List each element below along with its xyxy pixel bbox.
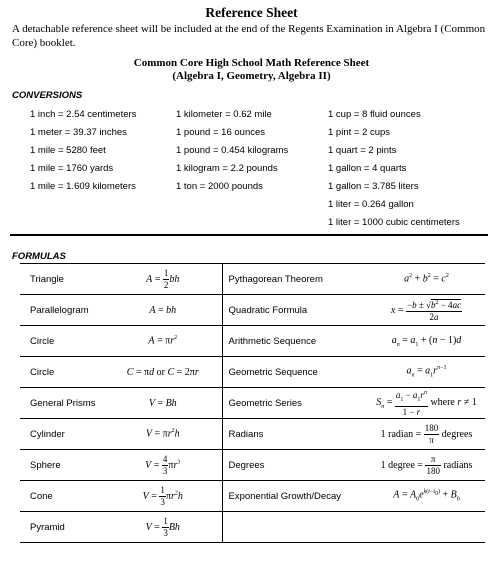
table-row xyxy=(20,512,485,543)
table-row xyxy=(20,357,485,388)
conversions-heading: CONVERSIONS xyxy=(12,90,83,101)
section-divider xyxy=(10,234,488,236)
geometric-series-condition: where xyxy=(430,397,455,409)
geometric-series-formula: $S_n$ = $\frac{a_1 - a_1r^n}{1 - r}$ where r ≠ 1 xyxy=(368,388,485,419)
general-prisms-formula: V = Bh xyxy=(104,388,222,419)
cone-formula: V = $\frac{1}{3}$ $\pi r^2h$ xyxy=(104,481,222,512)
table-row xyxy=(20,295,485,326)
sheet-title xyxy=(0,57,503,83)
sphere-formula: V = $\frac{4}{3}$ $\pi r^3$ xyxy=(104,450,222,481)
radians-label: 1 radian = xyxy=(380,428,422,440)
table-row xyxy=(20,326,485,357)
formula-name: Parallelogram xyxy=(20,295,104,326)
table-row xyxy=(20,450,485,481)
degrees-label: 1 degree = xyxy=(380,459,423,471)
formula-name: Cone xyxy=(20,481,104,512)
conversion-item: 1 kilometer = 0.62 mile xyxy=(176,109,272,120)
conversion-item: 1 ton = 2000 pounds xyxy=(176,181,263,192)
circle-area-formula: $A = \pi r^2$ xyxy=(104,326,222,357)
conversion-item: 1 gallon = 3.785 liters xyxy=(328,181,419,192)
conversion-item: 1 quart = 2 pints xyxy=(328,145,397,156)
formula-name: Degrees xyxy=(222,450,368,481)
conversion-item: 1 meter = 39.37 inches xyxy=(30,127,127,138)
formula-name: Sphere xyxy=(20,450,104,481)
conversion-item: 1 pound = 0.454 kilograms xyxy=(176,145,289,156)
quadratic-formula: x = $\frac{-b \pm √b^2 - 4ac}{2a}$ xyxy=(368,295,485,326)
formula-name: Exponential Growth/Decay xyxy=(222,481,368,512)
intro-text: A detachable reference sheet will be included at the end of the Regents Examination in Algebra I (Common Core) booklet. xyxy=(12,23,486,49)
conversion-item: 1 mile = 5280 feet xyxy=(30,145,106,156)
parallelogram-formula: A = bh xyxy=(104,295,222,326)
conversion-item: 1 inch = 2.54 centimeters xyxy=(30,109,137,120)
conversions-column-volume xyxy=(328,106,460,232)
formula-name: Quadratic Formula xyxy=(222,295,368,326)
conversion-item: 1 mile = 1760 yards xyxy=(30,163,114,174)
formula-name: General Prisms xyxy=(20,388,104,419)
formula-name: Circle xyxy=(20,357,104,388)
table-row xyxy=(20,388,485,419)
conversion-item: 1 pint = 2 cups xyxy=(328,127,391,138)
table-row xyxy=(20,264,485,295)
pyramid-formula: V = $\frac{1}{3}$ Bh xyxy=(104,512,222,543)
conversion-item: 1 gallon = 4 quarts xyxy=(328,163,407,174)
formula-name: Pythagorean Theorem xyxy=(222,264,368,295)
table-row xyxy=(20,481,485,512)
conversion-item: 1 cup = 8 fluid ounces xyxy=(328,109,421,120)
sheet-title-line-1: Common Core High School Math Reference Sheet xyxy=(133,57,370,69)
exponential-formula: $A = A_0e^{k(t-t_0)} + B_0$ xyxy=(368,481,485,512)
cylinder-formula: $V = \pi r^2h$ xyxy=(104,419,222,450)
formula-name xyxy=(222,512,368,543)
conversions-column-weight xyxy=(176,106,288,196)
formulas-table xyxy=(20,263,485,543)
conversion-item: 1 liter = 1000 cubic centimeters xyxy=(328,217,460,228)
degrees-formula: 1 degree = $\frac{\pi}{180}$ radians xyxy=(368,450,485,481)
degrees-unit: radians xyxy=(443,459,473,471)
sheet-title-line-2: (Algebra I, Geometry, Algebra II) xyxy=(172,70,331,82)
page-title: Reference Sheet xyxy=(205,5,298,20)
radians-unit: degrees xyxy=(441,428,473,440)
pythagorean-formula: $a^2 + b^2 = c^2$ xyxy=(368,264,485,295)
geometric-sequence-formula: $a_n = a_1r^{n-1}$ xyxy=(368,357,485,388)
formula-name: Triangle xyxy=(20,264,104,295)
triangle-formula: A = $\frac{1}{2}$ bh xyxy=(104,264,222,295)
arithmetic-sequence-formula: $a_n = a_1 + (n - 1)d$ xyxy=(368,326,485,357)
formula-name: Geometric Sequence xyxy=(222,357,368,388)
formula-name: Cylinder xyxy=(20,419,104,450)
table-row xyxy=(20,419,485,450)
formula-name: Arithmetic Sequence xyxy=(222,326,368,357)
empty-cell xyxy=(368,512,485,543)
conversion-item: 1 mile = 1.609 kilometers xyxy=(30,181,136,192)
conversions-column-length xyxy=(30,106,136,196)
circle-circumference-formula: C = πd or C = 2πr xyxy=(104,357,222,388)
radians-formula: 1 radian = $\frac{180}{\pi}$ degrees xyxy=(368,419,485,450)
conversion-item: 1 pound = 16 ounces xyxy=(176,127,266,138)
formulas-heading: FORMULAS xyxy=(12,251,66,262)
conversion-item: 1 kilogram = 2.2 pounds xyxy=(176,163,278,174)
formula-name: Radians xyxy=(222,419,368,450)
formula-name: Pyramid xyxy=(20,512,104,543)
conversion-item: 1 liter = 0.264 gallon xyxy=(328,199,414,210)
formula-name: Circle xyxy=(20,326,104,357)
formula-name: Geometric Series xyxy=(222,388,368,419)
